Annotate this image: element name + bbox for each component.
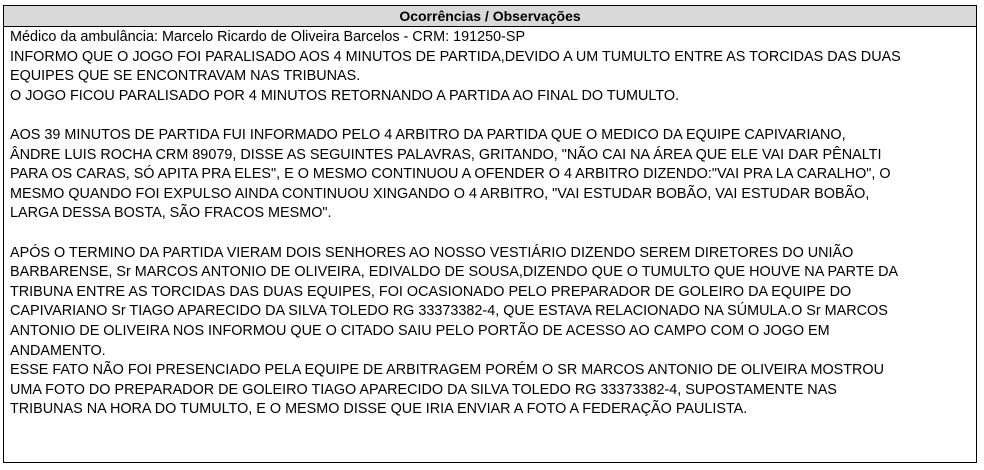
report-line: EQUIPES QUE SE ENCONTRAVAM NAS TRIBUNAS. xyxy=(10,68,361,85)
report-line: ÂNDRE LUIS ROCHA CRM 89079, DISSE AS SEGUINTES PALAVRAS, GRITANDO, "NÃO CAI NA ÁREA QUE ELE VAI DAR PÊNALTI xyxy=(10,146,882,163)
report-line: Médico da ambulância: Marcelo Ricardo de Oliveira Barcelos - CRM: 191250-SP xyxy=(10,29,526,45)
report-line: INFORMO QUE O JOGO FOI PARALISADO AOS 4 MINUTOS DE PARTIDA,DEVIDO A UM TUMULTO ENTRE AS TORCIDAS DAS DUAS xyxy=(10,48,901,65)
report-line: APÓS O TERMINO DA PARTIDA VIERAM DOIS SENHORES AO NOSSO VESTIÁRIO DIZENDO SEREM DIRETORES DO UNIÃO xyxy=(10,244,854,261)
report-line: TRIBUNAS NA HORA DO TUMULTO, E O MESMO DISSE QUE IRIA ENVIAR A FOTO A FEDERAÇÃO PAULISTA. xyxy=(10,401,748,418)
report-line: PARA OS CARAS, SÓ APITA PRA ELES", E O MESMO CONTINUOU A OFENDER O 4 ARBITRO DIZENDO:"VAI PRA LA CARALHO", O xyxy=(10,166,891,183)
report-line: AOS 39 MINUTOS DE PARTIDA FUI INFORMADO PELO 4 ARBITRO DA PARTIDA QUE O MEDICO DA EQUIPE CAPIVARIANO, xyxy=(10,126,846,143)
report-line: LARGA DESSA BOSTA, SÃO FRACOS MESMO". xyxy=(10,205,332,222)
section-header: Ocorrências / Observações xyxy=(4,6,976,27)
report-line: ANDAMENTO. xyxy=(10,342,106,359)
blank-line xyxy=(10,106,970,126)
occurrences-box xyxy=(3,5,977,463)
blank-line xyxy=(10,224,970,244)
report-text xyxy=(4,27,976,420)
report-line: MESMO QUANDO FOI EXPULSO AINDA CONTINUOU XINGANDO O 4 ARBITRO, "VAI ESTUDAR BOBÃO, VAI ESTUDAR BOBÃO, xyxy=(10,185,870,202)
report-line: UMA FOTO DO PREPARADOR DE GOLEIRO TIAGO APARECIDO DA SILVA TOLEDO RG 33373382-4, SUPOSTAMENTE NAS xyxy=(10,381,837,398)
report-line: ANTONIO DE OLIVEIRA NOS INFORMOU QUE O CITADO SAIU PELO PORTÃO DE ACESSO AO CAMPO COM O JOGO EM xyxy=(10,322,830,339)
report-line: TRIBUNA ENTRE AS TORCIDAS DAS DUAS EQUIPES, FOI OCASIONADO PELO PREPARADOR DE GOLEIRO DA EQUIPE DO xyxy=(10,283,852,300)
report-line: O JOGO FICOU PARALISADO POR 4 MINUTOS RETORNANDO A PARTIDA AO FINAL DO TUMULTO. xyxy=(10,87,680,104)
report-line: BARBARENSE, Sr MARCOS ANTONIO DE OLIVEIRA, EDIVALDO DE SOUSA,DIZENDO QUE O TUMULTO QUE HOUVE NA PARTE DA xyxy=(10,264,899,281)
report-line: ESSE FATO NÃO FOI PRESENCIADO PELA EQUIPE DE ARBITRAGEM PORÉM O SR MARCOS ANTONIO DE OLIVEIRA MOSTROU xyxy=(10,362,885,379)
report-line: CAPIVARIANO Sr TIAGO APARECIDO DA SILVA TOLEDO RG 33373382-4, QUE ESTAVA RELACIONADO NA SÚMULA.O Sr MARCOS xyxy=(10,303,888,320)
